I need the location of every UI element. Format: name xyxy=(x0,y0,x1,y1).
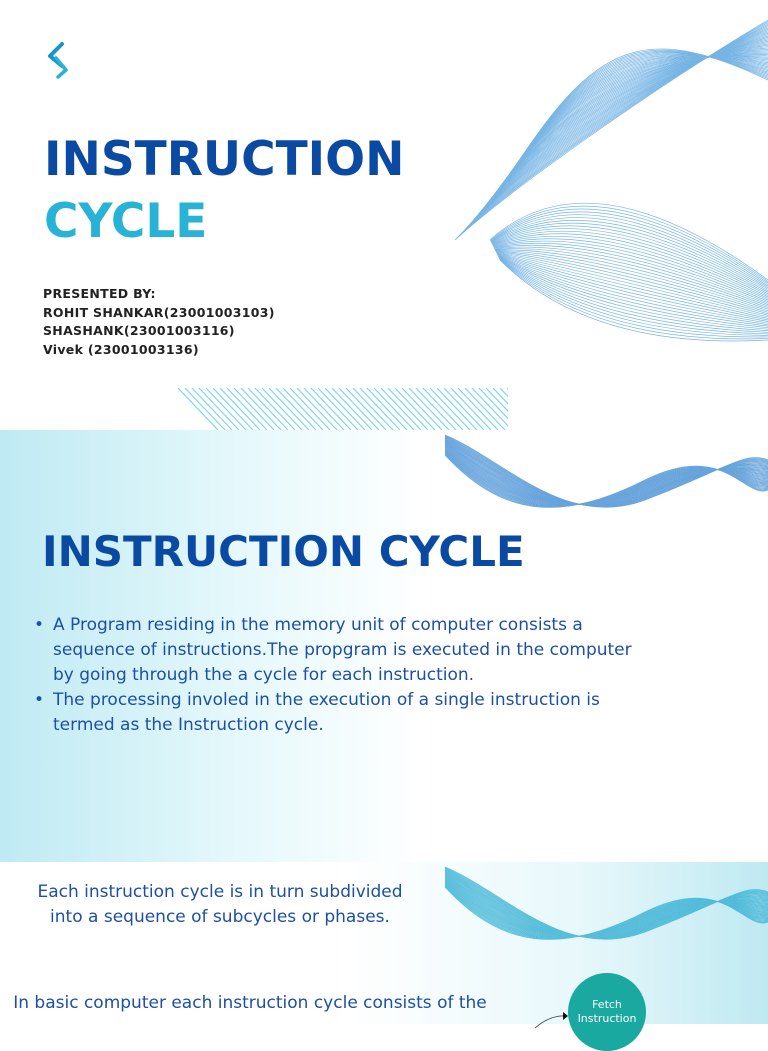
slide-title: INSTRUCTION CYCLE xyxy=(42,527,525,576)
instruction-label: Instruction xyxy=(577,1012,637,1025)
basic-computer-text: In basic computer each instruction cycle consists of the xyxy=(13,993,487,1013)
presenter-name: SHASHANK(23001003116) xyxy=(43,323,235,338)
title-instruction: INSTRUCTION xyxy=(44,132,405,187)
bullet-text: The processing involed in the execution of a single instruction is termed as the Instruction cycle. xyxy=(53,690,600,735)
presenter-name: Vivek (23001003136) xyxy=(43,341,199,357)
list-item xyxy=(34,613,634,688)
fetch-label: Fetch xyxy=(592,998,622,1011)
list-item xyxy=(34,688,634,738)
wave-mesh-graphic xyxy=(445,862,768,972)
bullet-dot-icon: • xyxy=(34,690,45,710)
bullet-dot-icon: • xyxy=(34,615,45,635)
presenters-block xyxy=(43,285,275,359)
presented-by-label: PRESENTED BY: xyxy=(43,286,156,301)
presenter-name: ROHIT SHANKAR(23001003103) xyxy=(43,304,275,320)
wave-mesh-graphic xyxy=(450,10,768,355)
bullet-text: A Program residing in the memory unit of computer consists a sequence of instructions.The propgram is executed in the computer by going through the a cycle for each instruction. xyxy=(53,615,632,685)
diagonal-stripes-decoration xyxy=(178,388,508,430)
title-slide xyxy=(0,0,768,430)
title-cycle: CYCLE xyxy=(44,194,208,249)
wave-mesh-graphic xyxy=(445,430,768,540)
fetch-instruction-node xyxy=(568,973,646,1051)
bullet-list xyxy=(34,613,634,738)
logo-chevron-icon xyxy=(44,40,72,80)
subcycles-text: Each instruction cycle is in turn subdivided into a sequence of subcycles or phases. xyxy=(37,882,403,927)
